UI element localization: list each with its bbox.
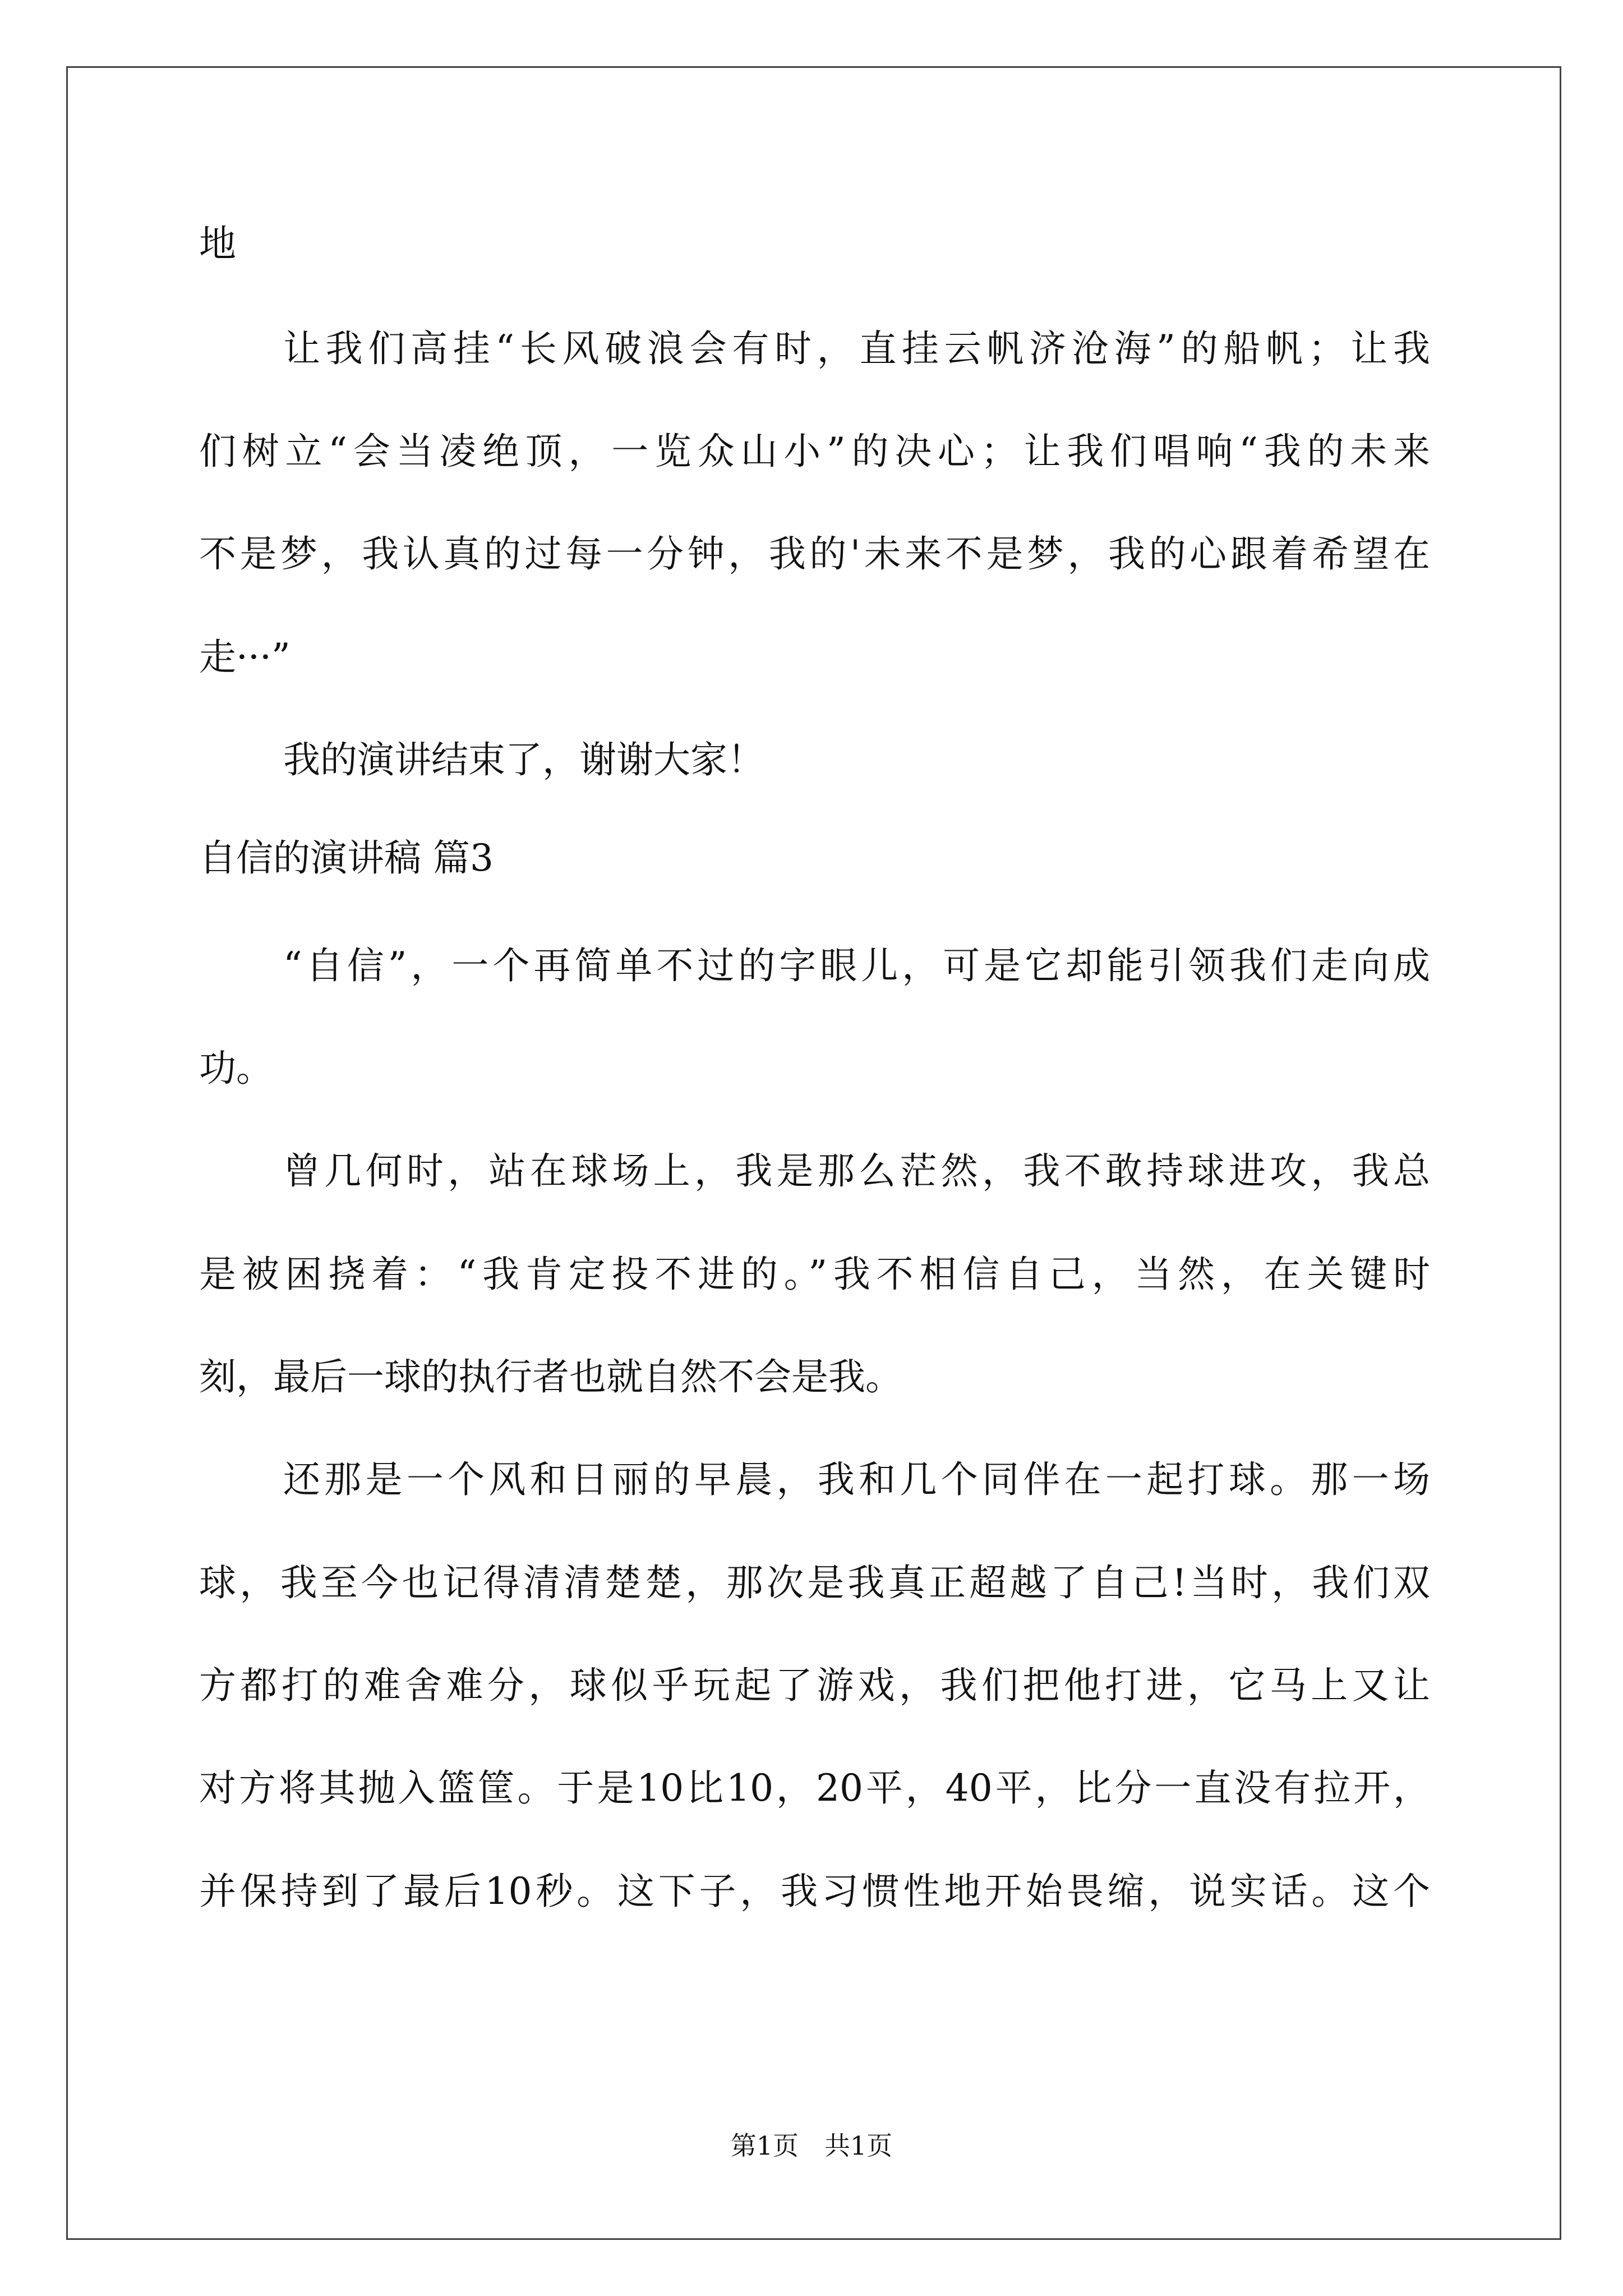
text-line: 不是梦，我认真的过每一分钟，我的'未来不是梦，我的心跟着希望在	[199, 532, 1430, 576]
text-line: 方都打的难舍难分，球似乎玩起了游戏，我们把他打进，它马上又让	[199, 1664, 1430, 1707]
text-line: 让我们高挂“长风破浪会有时，直挂云帆济沧海”的船帆；让我	[283, 327, 1430, 370]
text-line: 走···”	[199, 636, 291, 679]
text-line: “自信”，一个再简单不过的字眼儿，可是它却能引领我们走向成	[283, 944, 1430, 987]
text-line: 球，我至今也记得清清楚楚，那次是我真正超越了自己!当时，我们双	[199, 1561, 1430, 1604]
text-line: 地	[199, 222, 236, 265]
text-line: 刻，最后一球的执行者也就自然不会是我。	[199, 1355, 902, 1398]
text-line: 曾几何时，站在球场上，我是那么茫然，我不敢持球进攻，我总	[283, 1149, 1430, 1193]
section-heading: 自信的演讲稿 篇3	[199, 836, 494, 880]
text-line: 功。	[199, 1047, 273, 1090]
text-line: 对方将其抛入篮筐。于是10比10，20平，40平，比分一直没有拉开，	[199, 1766, 1430, 1810]
page-footer: 第1页 共1页	[730, 2131, 893, 2161]
text-line: 并保持到了最后10秒。这下子，我习惯性地开始畏缩，说实话。这个	[199, 1870, 1430, 1913]
text-line: 我的演讲结束了，谢谢大家！	[283, 738, 764, 781]
text-line: 还那是一个风和日丽的早晨，我和几个同伴在一起打球。那一场	[283, 1458, 1430, 1501]
text-line: 们树立“会当凌绝顶，一览众山小”的决心；让我们唱响“我的未来	[199, 430, 1430, 473]
text-line: 是被困挠着：“我肯定投不进的。”我不相信自己，当然，在关键时	[199, 1253, 1430, 1296]
